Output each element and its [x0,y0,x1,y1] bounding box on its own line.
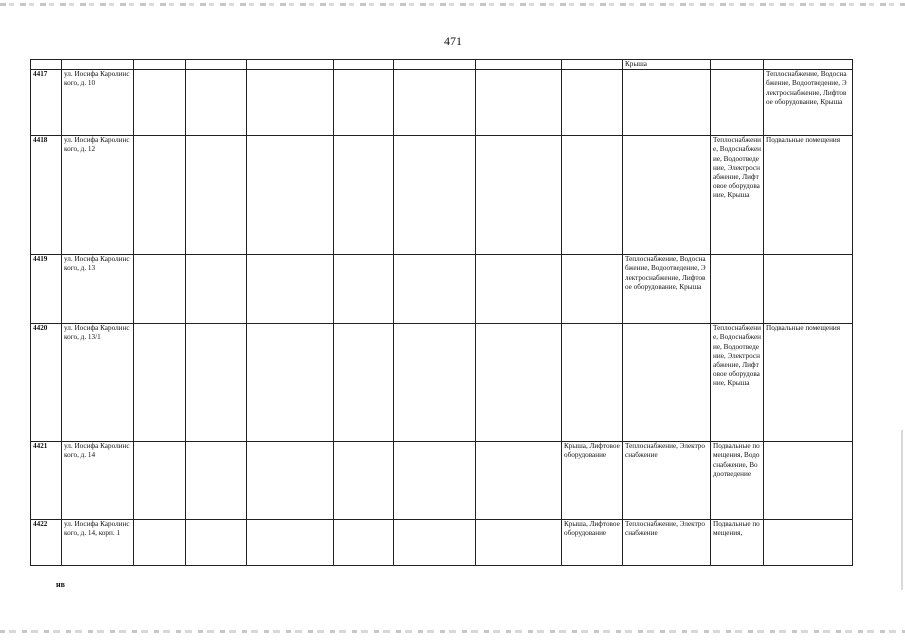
systems-cell [711,70,764,136]
table-cell [476,60,562,70]
systems-cell [623,70,711,136]
record-number: 4417 [31,70,62,136]
systems-cell: Теплоснабжение, Водоснабжение, Водоотведение, Электроснабжение, Лифтовое оборудование, Крыша [623,255,711,324]
table-cell [394,324,476,442]
systems-cell: Подвальные помещения [764,324,853,442]
table-cell [394,255,476,324]
table-cell [334,520,394,566]
table-cell [334,70,394,136]
systems-cell: Крыша, Лифтовое оборудование [562,442,623,520]
table-cell [334,324,394,442]
systems-cell [562,255,623,324]
address-cell: ул. Иосифа Каролинского, д. 12 [62,136,134,255]
systems-cell [562,70,623,136]
table-cell [62,60,134,70]
table-row-top-strip [31,60,853,70]
table-row [31,136,853,255]
scan-edge-top [0,3,905,6]
systems-cell [764,255,853,324]
page-number: 471 [444,34,462,48]
systems-cell [764,520,853,566]
table-cell [134,136,186,255]
systems-cell [623,136,711,255]
table-row [31,70,853,136]
table-cell [247,442,334,520]
table-cell [186,255,247,324]
table-cell [476,520,562,566]
table-row [31,324,853,442]
table-cell [476,442,562,520]
address-cell: ул. Иосифа Каролинского, д. 13 [62,255,134,324]
table-cell [186,324,247,442]
systems-cell: Подвальные помещения, [711,520,764,566]
table-cell [134,70,186,136]
table-cell [394,60,476,70]
systems-cell: Теплоснабжение, Электроснабжение [623,442,711,520]
table-cell [247,520,334,566]
footer-mark: нв [56,580,65,589]
table-cell [134,442,186,520]
table-cell [247,255,334,324]
scan-edge-bottom [0,630,905,633]
table-cell [134,324,186,442]
table-cell [247,60,334,70]
record-number: 4418 [31,136,62,255]
record-number: 4419 [31,255,62,324]
systems-cell: Теплоснабжение, Водоснабжение, Водоотведение, Электроснабжение, Лифтовое оборудование, Крыша [711,136,764,255]
register-table [30,59,853,566]
address-cell: ул. Иосифа Каролинского, д. 14, корп. 1 [62,520,134,566]
table-cell [334,60,394,70]
table-cell [334,136,394,255]
systems-cell: Крыша, Лифтовое оборудование [562,520,623,566]
table-cell [186,70,247,136]
table-cell [186,520,247,566]
table-cell [476,70,562,136]
table-cell [562,60,623,70]
table-cell [247,136,334,255]
table-row [31,520,853,566]
table-cell [394,442,476,520]
table-cell [334,442,394,520]
address-cell: ул. Иосифа Каролинского, д. 13/1 [62,324,134,442]
table-cell [476,324,562,442]
table-cell [476,255,562,324]
systems-cell: Теплоснабжение, Электроснабжение [623,520,711,566]
systems-cell [711,255,764,324]
record-number: 4420 [31,324,62,442]
address-cell: ул. Иосифа Каролинского, д. 10 [62,70,134,136]
table-cell [711,60,764,70]
systems-cell [623,324,711,442]
table-cell [394,520,476,566]
table-cell [394,70,476,136]
table-cell [764,60,853,70]
table-cell [31,60,62,70]
table-cell-roof-label: Крыша [623,60,711,70]
table-cell [334,255,394,324]
table-cell [247,324,334,442]
systems-cell [562,136,623,255]
systems-cell [764,442,853,520]
address-cell: ул. Иосифа Каролинского, д. 14 [62,442,134,520]
systems-cell: Теплоснабжение, Водоснабжение, Водоотведение, Электроснабжение, Лифтовое оборудование, Крыша [764,70,853,136]
systems-cell [562,324,623,442]
systems-cell: Подвальные помещения [764,136,853,255]
table-cell [134,60,186,70]
record-number: 4421 [31,442,62,520]
systems-cell: Подвальные помещения, Водоснабжение, Водоотведение [711,442,764,520]
table-cell [186,60,247,70]
table-cell [394,136,476,255]
table-cell [134,255,186,324]
record-number: 4422 [31,520,62,566]
table-row [31,255,853,324]
scan-edge-right [901,430,903,590]
table-row [31,442,853,520]
table-cell [186,136,247,255]
table-cell [186,442,247,520]
systems-cell: Теплоснабжение, Водоснабжение, Водоотведение, Электроснабжение, Лифтовое оборудование, Крыша [711,324,764,442]
table-cell [476,136,562,255]
table-cell [134,520,186,566]
table-cell [247,70,334,136]
